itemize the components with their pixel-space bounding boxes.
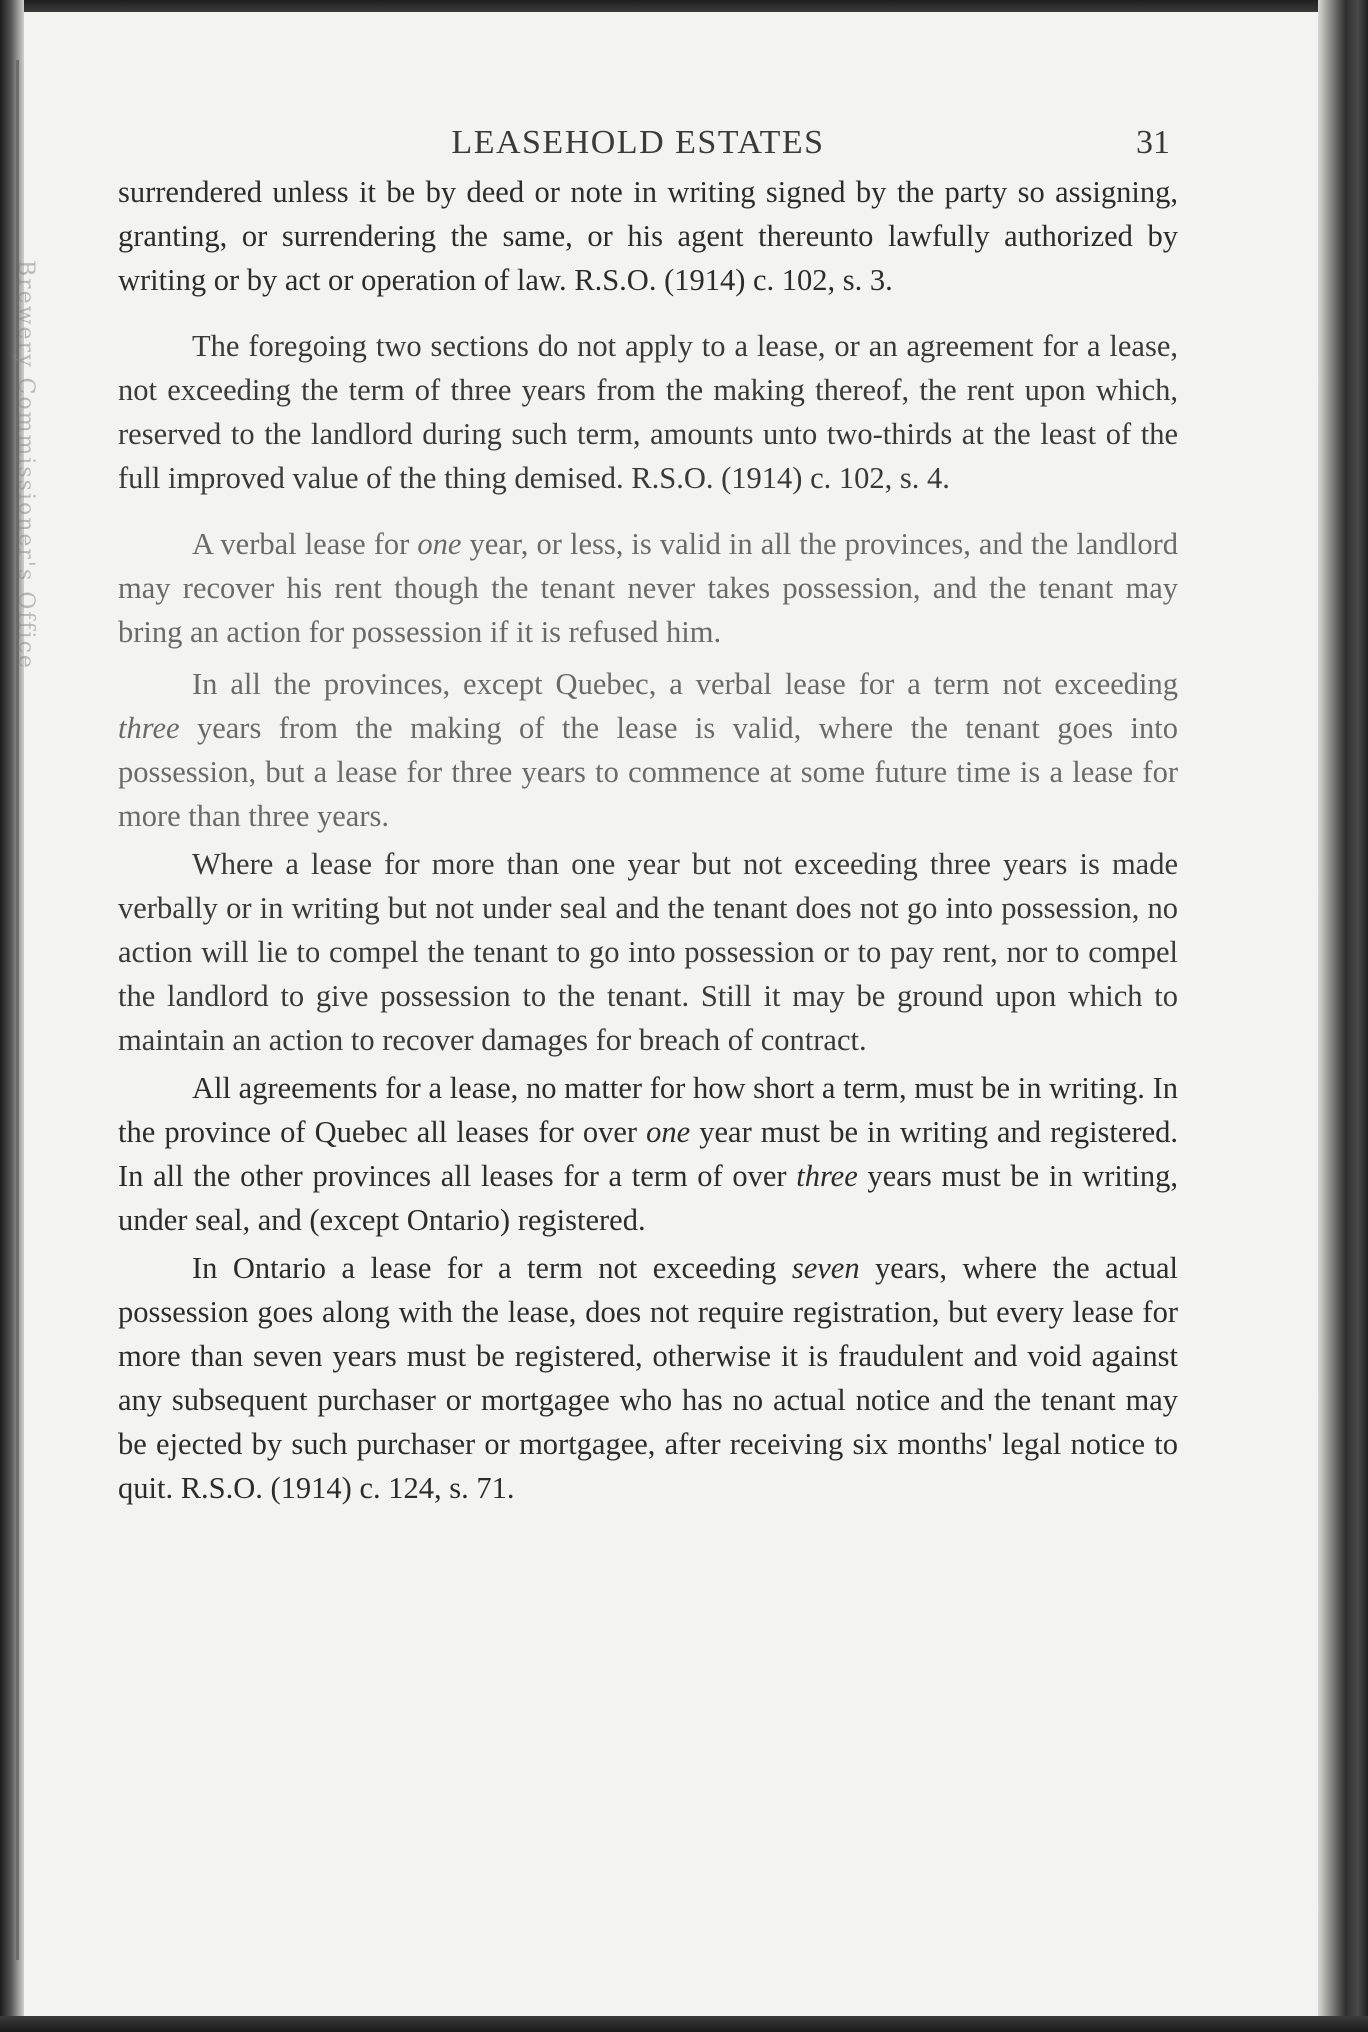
paragraph-4-text-a: In all the provinces, except Quebec, a verbal lease for a term not exceeding <box>192 667 1178 701</box>
scan-top-edge <box>0 0 1368 12</box>
paragraph-4 <box>118 662 1178 838</box>
paragraph-7-emphasis: seven <box>791 1251 860 1285</box>
running-title: LEASEHOLD ESTATES <box>451 124 825 161</box>
paragraph-6-emphasis-2: three <box>796 1159 858 1193</box>
paragraph-2: The foregoing two sections do not apply to a lease, or an agreement for a lease, not exceeding the term of three years from the making thereof, the rent upon which, reserved to the landlord during such term, amounts unto two-thirds at the least of the full improved value of the thing demised. R.S.O. (1914) c. 102, s. 4. <box>118 329 1178 495</box>
paragraph-5: Where a lease for more than one year but not exceeding three years is made verbally or in writing but not under seal and the tenant does not go into possession, no action will lie to compel the tenant to go into possession or to pay rent, nor to compel the landlord to give possession to the tenant. Still it may be ground upon which to maintain an action to recover damages for breach of contract. <box>118 847 1178 1057</box>
paragraph-6-emphasis-1: one <box>646 1115 691 1149</box>
paragraph-7-text-b: years, where the actual possession goes along with the lease, does not require registration, but every lease for more than seven years must be registered, otherwise it is fraudulent and void against any subsequent purchaser or mortgagee who has no actual notice and the tenant may be ejected by such purchaser or mortgagee, after receiving six months' legal notice to quit. R.S.O. (1914) c. 124, s. 71. <box>118 1251 1178 1505</box>
paragraph-6 <box>118 1066 1178 1242</box>
page-number: 31 <box>1136 124 1170 161</box>
paragraph-1: surrendered unless it be by deed or note in writing signed by the party so assigning, granting, or surrendering the same, or his agent thereunto lawfully authorized by writing or by act or operation of law. R.S.O. (1914) c. 102, s. 3. <box>118 175 1178 297</box>
paragraph-3-text-a: A verbal lease for <box>192 527 418 561</box>
paragraph-7-text-a: In Ontario a lease for a term not exceeding <box>192 1251 792 1285</box>
paragraph-7 <box>118 1246 1178 1510</box>
paragraph-6-text-b: year must be in writing and registered. In all the other provinces all leases for a term of over <box>118 1115 1178 1193</box>
page-header <box>118 118 1178 170</box>
paragraph-3-emphasis: one <box>417 527 462 561</box>
scan-right-edge <box>1318 0 1368 2032</box>
paragraph-3-text-b: year, or less, is valid in all the provinces, and the landlord may recover his rent though the tenant never takes possession, and the tenant may bring an action for possession if it is refused him. <box>118 527 1178 649</box>
paragraph-6-text-a: All agreements for a lease, no matter for how short a term, must be in writing. In the province of Quebec all leases for over <box>118 1071 1178 1149</box>
margin-bleed-text: Brewery Commissioner's Office <box>13 260 38 670</box>
paragraph-6-text-c: years must be in writing, under seal, and (except Ontario) registered. <box>118 1159 1178 1237</box>
scan-bottom-edge <box>0 2016 1368 2032</box>
page-body <box>118 118 1178 1510</box>
paragraph-3 <box>118 522 1178 654</box>
paragraph-4-emphasis: three <box>118 711 180 745</box>
paragraph-4-text-b: years from the making of the lease is valid, where the tenant goes into possession, but a lease for three years to commence at some future time is a lease for more than three years. <box>118 711 1178 833</box>
